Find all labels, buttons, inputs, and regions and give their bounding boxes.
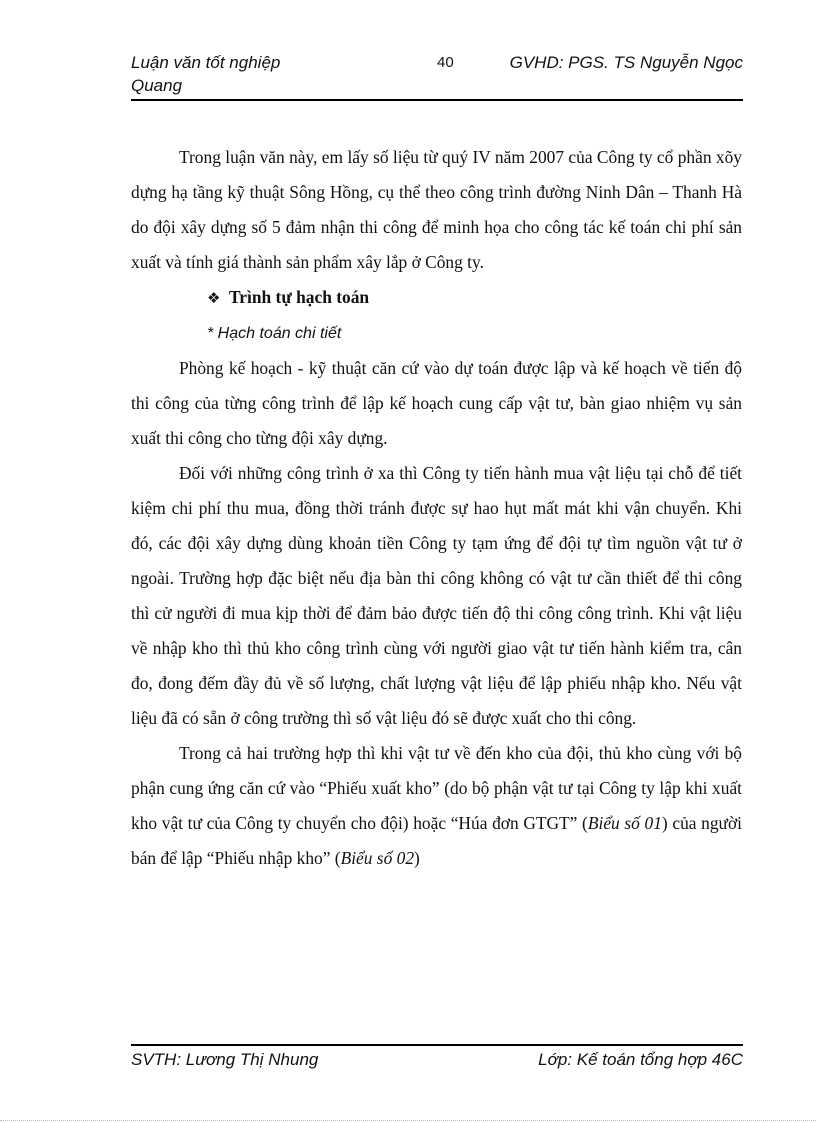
paragraph-planning: Phòng kế hoạch - kỹ thuật căn cứ vào dự toán được lập và kế hoạch về tiến độ thi công của từng công trình để lập kế hoạch cung cấp vật tư, bàn giao nhiệm vụ sản xuất thi công cho từng đội xây dựng. (131, 358, 742, 448)
header-thesis-title-wrap: Quang (131, 76, 183, 95)
page-bottom-border (0, 1120, 816, 1121)
section-heading (131, 280, 742, 316)
footer-divider (131, 1044, 743, 1046)
paragraph-receipt-text-end: ) (414, 848, 420, 868)
header-divider (131, 99, 743, 101)
diamond-bullet-icon: ❖ (207, 289, 221, 307)
footer-student: SVTH: Lương Thị Nhung (131, 1050, 319, 1069)
footer-class: Lớp: Kế toán tổng hợp 46C (538, 1050, 743, 1069)
paragraph-purchasing: Đối với những công trình ở xa thì Công ty tiến hành mua vật liệu tại chỗ để tiết kiệm chi phí thu mua, đồng thời tránh được sự hao hụt mất mát khi vận chuyển. Khi đó, các đội xây dựng dùng khoản tiền Công ty tạm ứng để đội tự tìm nguồn vật tư ở ngoài. Trường hợp đặc biệt nếu địa bàn thi công không có vật tư cần thiết để thi công thì cử người đi mua kịp thời để đảm bảo được tiến độ thi công công trình. Khi vật liệu về nhập kho thì thủ kho công trình cùng với người giao vật tư tiến hành kiểm tra, cân đo, đong đếm đầy đủ về số lượng, chất lượng vật liệu để lập phiếu nhập kho. Nếu vật liệu đã có sẵn ở công trường thì số vật liệu đó sẽ được xuất cho thi công. (131, 463, 742, 728)
page-footer (131, 1048, 743, 1074)
page-number: 40 (437, 54, 454, 71)
header-thesis-title: Luận văn tốt nghiệp (131, 53, 281, 72)
section-heading-text: Trình tự hạch toán (229, 287, 370, 307)
header-supervisor: GVHD: PGS. TS Nguyễn Ngọc (509, 53, 743, 72)
subsection-heading: * Hạch toán chi tiết (207, 325, 342, 342)
paragraph-receipt-text-start: Trong cả hai trường hợp thì khi vật tư về đến kho của đội, thủ kho cùng với bộ phận cung ứng căn cứ vào “Phiếu xuất kho” (do bộ phận vật tư tại Công ty lập khi xuất kho vật tư của Công ty chuyển cho đội) hoặc “Húa đơn GTGT” ( (131, 743, 742, 833)
paragraph-receipt (131, 736, 742, 876)
paragraph-intro: Trong luận văn này, em lấy số liệu từ quý IV năm 2007 của Công ty cổ phần xõy dựng hạ tầng kỹ thuật Sông Hồng, cụ thể theo công trình đường Ninh Dân – Thanh Hà do đội xây dựng số 5 đảm nhận thi công để minh họa cho công tác kế toán chi phí sản xuất và tính giá thành sản phẩm xây lắp ở Công ty. (131, 147, 742, 272)
paragraph-receipt-text-mid: ) của người bán để lập “Phiếu nhập kho” ( (131, 813, 742, 868)
reference-form-02: Biểu số 02 (340, 848, 415, 868)
page-header (131, 52, 743, 102)
body-text (131, 140, 742, 876)
reference-form-01: Biểu số 01 (587, 813, 662, 833)
